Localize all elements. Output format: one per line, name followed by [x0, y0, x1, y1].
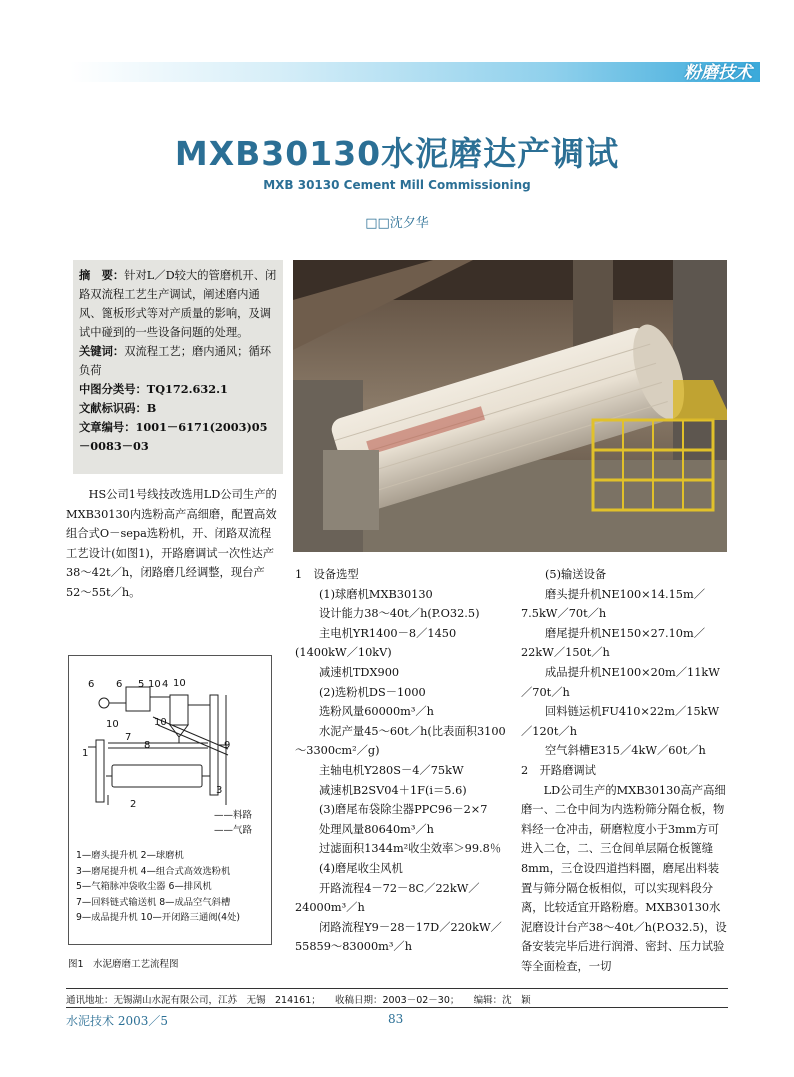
legend-item: 9—成品提升机 10—开闭路三通阀(4处) — [76, 912, 241, 923]
body-line: 磨头提升机NE100×14.15m／7.5kW／70t／h — [521, 587, 705, 621]
author: □□沈夕华 — [365, 216, 429, 231]
diagram-label: 6 — [116, 679, 123, 690]
doc-code: 文献标识码：B — [79, 401, 157, 415]
keywords-label: 关键词： — [79, 344, 125, 358]
body-line: 开路流程4－72－8C／22kW／24000m³／h — [295, 881, 480, 915]
body-line: 1 设备选型 — [295, 568, 359, 581]
legend-item: 3—磨尾提升机 4—组合式高效选粉机 — [76, 865, 231, 877]
diagram-label: 1 — [82, 748, 89, 759]
journal-name: 水泥技术 2003／5 — [66, 1014, 168, 1028]
body-line: (3)磨尾布袋除尘器PPC96－2×7 — [319, 803, 488, 817]
diagram-label: 3 — [216, 785, 223, 796]
body-line: 2 开路磨调试 — [521, 763, 596, 777]
abstract-box — [73, 260, 283, 474]
body-line: (5)输送设备 — [545, 568, 607, 581]
body-line: 减速机TDX900 — [319, 665, 400, 679]
diagram-label: 4 — [162, 679, 169, 690]
middle-column — [295, 565, 510, 957]
diagram-label: 10 — [106, 719, 119, 730]
figure-legend — [76, 848, 272, 926]
clc-number: 中图分类号：TQ172.632.1 — [79, 382, 228, 396]
body-line: 成品提升机NE100×20m／11kW／70t／h — [521, 665, 720, 699]
section-tag: 粉磨技术 — [684, 63, 752, 83]
material-line-legend: ——料路 — [214, 810, 253, 821]
diagram-label: 7 — [125, 732, 132, 743]
body-line: 处理风量80640m³／h — [319, 822, 434, 836]
abstract-label: 摘 要： — [79, 268, 125, 282]
body-line: LD公司生产的MXB30130高产高细磨一、二仓中间为内选粉筛分隔仓板，物料经一仓冲击，研磨粒度小于3mm方可进入二仓，二、三仓间单层隔仓板篦缝8mm，三仓设四道挡料圈，磨尾出料装置与筛分隔仓板相似，可以实现料段分离，比较适宜开路粉磨。MXB30130水泥磨设计台产38～40t／h(P.O32.5)，设备安装完毕后进行润滑、密封、压力试验等全面检查，一切 — [521, 783, 727, 973]
body-line: 选粉风量60000m³／h — [319, 705, 434, 719]
legend-item: 7—回料链式输送机 8—成品空气斜槽 — [76, 896, 231, 908]
body-line: (2)选粉机DS－1000 — [319, 685, 426, 699]
diagram-label: 10 — [173, 678, 186, 689]
footer-info: 通讯地址：无锡湖山水泥有限公司，江苏 无锡 214161； 收稿日期：2003－02－30； 编辑：沈 颖 — [66, 995, 531, 1006]
body-line: 闭路流程Y9－28－17D／220kW／55859～83000m³／h — [295, 920, 502, 954]
line-legend — [214, 809, 253, 836]
body-line: 空气斜槽E315／4kW／60t／h — [545, 744, 706, 758]
body-line: 水泥产量45～60t／h(比表面积3100～3300cm²／g) — [295, 724, 506, 758]
article-title: MXB30130水泥磨达产调试 — [174, 134, 620, 173]
footer-rule — [66, 988, 728, 989]
process-flow-diagram — [68, 655, 272, 845]
body-line: 过滤面积1344m²收尘效率＞99.8％ — [319, 842, 502, 856]
body-line: 主电机YR1400－8／1450 — [319, 626, 457, 640]
diagram-label: 5 — [138, 679, 145, 690]
right-column — [521, 565, 727, 976]
diagram-label: 9 — [224, 740, 231, 751]
diagram-label: 10 — [154, 717, 167, 728]
body-line: 设计能力38～40t／h(P.O32.5) — [319, 607, 480, 621]
body-line: 回料链运机FU410×22m／15kW／120t／h — [521, 705, 720, 738]
body-line: 减速机B2SV04＋1F(i＝5.6) — [319, 783, 467, 797]
body-line: 主轴电机Y280S－4／75kW — [319, 763, 464, 777]
footer-rule — [66, 1007, 728, 1008]
article-number: 文章编号：1001－6171(2003)05－0083－03 — [79, 420, 268, 453]
diagram-label: 2 — [130, 799, 137, 810]
diagram-label: 6 — [88, 679, 95, 690]
ball-mill-photo — [293, 260, 727, 552]
abstract-text: 针对L／D较大的管磨机开、闭路双流程工艺生产调试，阐述磨内通风、篦板形式等对产质量的影响，及调试中碰到的一些设备问题的处理。 — [79, 269, 277, 339]
english-subtitle: MXB 30130 Cement Mill Commissioning — [263, 178, 531, 192]
legend-item: 1—磨头提升机 2—球磨机 — [76, 850, 184, 861]
body-line: (1)球磨机MXB30130 — [319, 587, 433, 601]
figure-caption: 图1 水泥磨磨工艺流程图 — [68, 959, 179, 970]
diagram-label: 8 — [144, 740, 151, 751]
intro-paragraph: HS公司1号线技改选用LD公司生产的MXB30130内选粉高产高细磨，配置高效组合式O－sepa选粉机，开、闭路双流程工艺设计(如图1)，开路磨调试一次性达产38～42t／h，闭路磨几经调整，现台产52～55t／h。 — [66, 488, 277, 599]
header-band — [70, 62, 760, 82]
air-line-legend: ——气路 — [214, 825, 253, 836]
body-line: 磨尾提升机NE150×27.10m／22kW／150t／h — [521, 626, 705, 660]
legend-item: 5—气箱脉冲袋收尘器 6—排风机 — [76, 881, 212, 892]
body-line: (1400kW／10kV) — [295, 646, 392, 660]
keywords-text: 双流程工艺；磨内通风；循环负荷 — [79, 345, 272, 377]
diagram-label: 10 — [148, 679, 161, 690]
body-line: (4)磨尾收尘风机 — [319, 861, 403, 875]
page-number: 83 — [388, 1012, 404, 1026]
